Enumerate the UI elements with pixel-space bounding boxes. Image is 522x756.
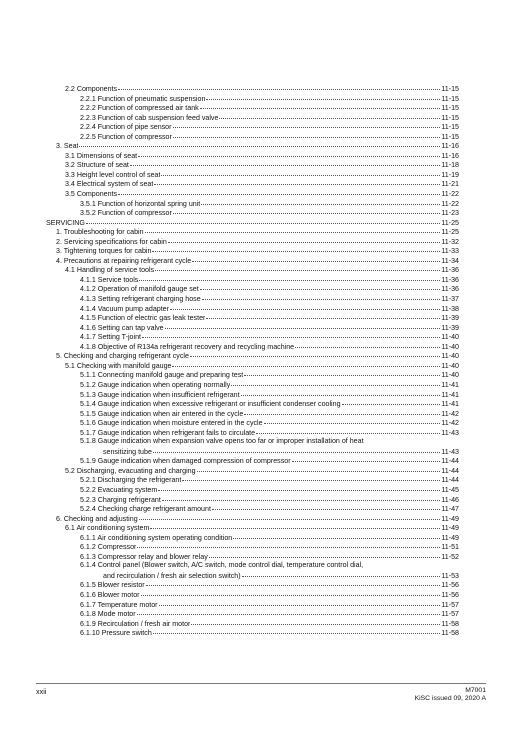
toc-entry (46, 523, 459, 533)
toc-leader-dots (165, 323, 441, 329)
toc-entry (46, 237, 459, 247)
toc-entry-title: 3.4 Electrical system of seat (65, 180, 154, 189)
toc-entry-title: 3. Tightening torques for cabin (56, 247, 152, 256)
toc-entry-title: 6.1.1 Air conditioning system operating condition (80, 533, 233, 542)
toc-entry-title: 4.1.2 Operation of manifold gauge set (80, 285, 199, 294)
toc-entry (46, 351, 459, 361)
toc-leader-dots (118, 84, 440, 90)
toc-entry-page: 11-21 (441, 180, 459, 189)
toc-leader-dots (152, 246, 440, 252)
toc-leader-dots (137, 609, 441, 615)
toc-entry (46, 151, 459, 161)
toc-entry (46, 275, 459, 285)
toc-leader-dots (242, 571, 441, 577)
toc-entry-page: 11-41 (441, 390, 459, 399)
toc-leader-dots (173, 122, 441, 128)
toc-entry-title: sensitizing tube (103, 447, 152, 456)
toc-entry-title: 2. Servicing specifications for cabin (56, 237, 167, 246)
toc-entry (46, 103, 459, 113)
toc-entry-title: 5.2.1 Discharging the refrigerant (80, 476, 182, 485)
toc-leader-dots (141, 590, 441, 596)
toc-entry-title: 4.1.7 Setting T-joint (80, 333, 141, 342)
toc-entry-page: 11-15 (441, 132, 459, 141)
toc-entry-title: 6.1.2 Compressor (80, 543, 137, 552)
toc-entry-page: 11-36 (441, 285, 459, 294)
toc-entry-page: 11-40 (441, 333, 459, 342)
toc-entry-title: 6.1.7 Temperature motor (80, 600, 158, 609)
toc-entry-page: 11-45 (441, 485, 459, 494)
toc-entry-title: 5.1.8 Gauge indication when expansion valve opens too far or improper installation of heat (80, 437, 364, 446)
toc-entry (46, 256, 459, 266)
footer-issue: KiSC issued 09, 2020 A (414, 695, 486, 702)
toc-entry (46, 265, 459, 275)
toc-entry-page: 11-51 (441, 543, 459, 552)
toc-leader-dots (162, 495, 441, 501)
toc-entry-page: 11-56 (441, 581, 459, 590)
toc-entry-page: 11-22 (441, 199, 459, 208)
toc-entry-title: 5.2 Discharging, evacuating and charging (65, 466, 196, 475)
toc-entry (46, 332, 459, 342)
toc-entry-title: 2.2.2 Function of compressed air tank (80, 104, 199, 113)
toc-entry-title: 5. Checking and charging refrigerant cycle (56, 352, 189, 361)
toc-entry (46, 466, 459, 476)
toc-entry (46, 189, 459, 199)
toc-entry (46, 409, 459, 419)
toc-leader-dots (292, 456, 441, 462)
toc-leader-dots (192, 256, 440, 262)
toc-entry (46, 179, 459, 189)
toc-entry (46, 208, 459, 218)
toc-leader-dots (206, 94, 440, 100)
footer-page-number: xxii (36, 687, 47, 696)
toc-leader-dots (241, 390, 441, 396)
toc-entry (46, 514, 459, 524)
toc-leader-dots (150, 523, 440, 529)
toc-entry-title: 2.2.4 Function of pipe sensor (80, 123, 172, 132)
toc-entry (46, 361, 459, 371)
toc-entry-title: and recirculation / fresh air selection switch) (103, 571, 241, 580)
toc-entry (46, 628, 459, 638)
toc-entry-page: 11-39 (441, 323, 459, 332)
toc-entry-page: 11-37 (441, 295, 459, 304)
toc-entry-title: 5.1.3 Gauge indication when insufficient refrigerant (80, 390, 240, 399)
toc-entry-page: 11-49 (441, 524, 459, 533)
toc-entry (46, 580, 459, 590)
toc-entry-page: 11-15 (441, 85, 459, 93)
toc-entry (46, 399, 459, 409)
toc-entry-title: 5.1.4 Gauge indication when excessive refrigerant or insufficient condenser cooling (80, 400, 341, 409)
toc-leader-dots (202, 294, 441, 300)
toc-leader-dots (79, 141, 440, 147)
toc-entry (46, 246, 459, 256)
toc-leader-dots (219, 113, 440, 119)
toc-leader-dots (244, 370, 440, 376)
toc-entry (46, 428, 459, 438)
toc-entry-title: 2.2.1 Function of pneumatic suspension (80, 94, 206, 103)
toc-entry-page: 11-41 (441, 400, 459, 409)
toc-entry-page: 11-19 (441, 170, 459, 179)
toc-leader-dots (118, 189, 440, 195)
toc-entry-title: SERVICING (46, 218, 85, 227)
toc-entry-title: 5.2.4 Checking charge refrigerant amount (80, 505, 211, 514)
toc-leader-dots (182, 475, 440, 481)
toc-entry-title: 4. Precautions at repairing refrigerant cycle (56, 256, 192, 265)
toc-entry-title: 2.2.3 Function of cab suspension feed valve (80, 113, 219, 122)
toc-leader-dots (256, 428, 440, 434)
toc-leader-dots (142, 332, 440, 338)
toc-entry-title: 5.1.6 Gauge indication when moisture entered in the cycle (80, 419, 263, 428)
toc-leader-dots (154, 179, 440, 185)
toc-entry-page: 11-43 (441, 428, 459, 437)
toc-entry-title: 5.1.9 Gauge indication when damaged compression of compressor (80, 457, 291, 466)
toc-leader-dots (244, 409, 440, 415)
toc-entry-title: 5.2.3 Charging refrigerant (80, 495, 161, 504)
toc-entry-title: 6.1.5 Blower resistor (80, 581, 145, 590)
toc-leader-dots (159, 600, 441, 606)
toc-entry (46, 447, 459, 457)
toc-entry-title: 6.1.4 Control panel (Blower switch, A/C switch, mode control dial, temperature control dial, (80, 561, 364, 570)
toc-leader-dots (201, 199, 440, 205)
toc-entry-title: 5.1.2 Gauge indication when operating normally (80, 380, 231, 389)
toc-entry-title: 4.1.3 Setting refrigerant charging hose (80, 295, 201, 304)
toc-leader-dots (191, 619, 440, 625)
toc-entry-title: 4.1.5 Function of electric gas leak tester (80, 314, 206, 323)
toc-leader-dots (209, 552, 441, 558)
footer-doc-info (415, 687, 486, 703)
toc-entry (46, 600, 459, 610)
toc-entry-page: 11-44 (441, 457, 459, 466)
toc-entry (46, 475, 459, 485)
toc-entry (46, 437, 459, 447)
toc-entry-page: 11-34 (441, 256, 459, 265)
toc-entry (46, 94, 459, 104)
toc-leader-dots (233, 533, 440, 539)
toc-entry-page: 11-16 (441, 142, 459, 151)
toc-entry (46, 304, 459, 314)
toc-entry-page: 11-49 (441, 514, 459, 523)
toc-leader-dots (173, 132, 441, 138)
toc-entry-page: 11-36 (441, 266, 459, 275)
toc-entry (46, 619, 459, 629)
toc-entry (46, 323, 459, 333)
toc-entry-title: 1. Troubleshooting for cabin (56, 228, 144, 237)
toc-entry-page: 11-44 (441, 466, 459, 475)
toc-entry (46, 542, 459, 552)
toc-entry-page: 11-15 (441, 104, 459, 113)
toc-entry-title: 4.1.1 Service tools (80, 275, 139, 284)
toc-entry (46, 590, 459, 600)
toc-leader-dots (231, 380, 440, 386)
toc-leader-dots (206, 313, 440, 319)
toc-entry (46, 609, 459, 619)
toc-entry-page: 11-32 (441, 237, 459, 246)
toc-entry-title: 4.1 Handling of service tools (65, 266, 155, 275)
toc-leader-dots (197, 466, 441, 472)
toc-entry-title: 2.2.5 Function of compressor (80, 132, 172, 141)
toc-entry (46, 533, 459, 543)
toc-entry-title: 5.1.1 Connecting manifold gauge and preparing test (80, 371, 244, 380)
toc-entry-title: 3.5.2 Function of compressor (80, 209, 172, 218)
toc-entry (46, 504, 459, 514)
toc-entry-page: 11-25 (441, 228, 459, 237)
footer-divider (36, 683, 486, 684)
table-of-contents (46, 84, 459, 638)
toc-entry (46, 294, 459, 304)
toc-entry-page: 11-15 (441, 94, 459, 103)
toc-entry-title: 3.1 Dimensions of seat (65, 151, 138, 160)
toc-leader-dots (139, 275, 440, 281)
toc-entry-title: 3.5 Components (65, 190, 118, 199)
toc-entry (46, 561, 459, 571)
footer-doc-code: M7001 (465, 687, 486, 694)
toc-entry-page: 11-42 (441, 409, 459, 418)
toc-leader-dots (200, 103, 441, 109)
toc-entry (46, 132, 459, 142)
toc-leader-dots (173, 208, 441, 214)
toc-leader-dots (139, 514, 441, 520)
toc-entry-page: 11-22 (441, 190, 459, 199)
toc-entry-title: 6.1.6 Blower motor (80, 590, 140, 599)
toc-entry (46, 227, 459, 237)
toc-entry (46, 113, 459, 123)
toc-leader-dots (212, 504, 440, 510)
toc-leader-dots (190, 351, 440, 357)
toc-entry-page: 11-57 (441, 610, 459, 619)
toc-leader-dots (158, 485, 440, 491)
toc-entry-title: 3.2 Structure of seat (65, 161, 129, 170)
toc-entry (46, 552, 459, 562)
toc-entry-title: 5.1.7 Gauge indication when refrigerant fails to circulate (80, 428, 256, 437)
toc-entry (46, 284, 459, 294)
toc-entry (46, 370, 459, 380)
toc-entry (46, 418, 459, 428)
toc-entry (46, 170, 459, 180)
toc-entry-page: 11-33 (441, 247, 459, 256)
toc-entry (46, 571, 459, 581)
toc-entry-title: 6.1.9 Recirculation / fresh air motor (80, 619, 191, 628)
toc-entry-page: 11-58 (441, 629, 459, 638)
toc-leader-dots (161, 170, 440, 176)
toc-entry-title: 2.2 Components (65, 85, 118, 93)
toc-leader-dots (172, 361, 440, 367)
toc-entry-page: 11-56 (441, 590, 459, 599)
toc-entry-title: 5.2.2 Evacuating system (80, 485, 158, 494)
toc-entry-title: 6.1 Air conditioning system (65, 524, 150, 533)
toc-entry-title: 6.1.3 Compressor relay and blower relay (80, 552, 208, 561)
toc-entry-page: 11-58 (441, 619, 459, 628)
toc-entry-page: 11-46 (441, 495, 459, 504)
toc-entry-page: 11-15 (441, 113, 459, 122)
toc-entry (46, 199, 459, 209)
toc-entry (46, 342, 459, 352)
toc-entry-page: 11-52 (441, 552, 459, 561)
toc-leader-dots (200, 284, 441, 290)
toc-entry-page: 11-40 (441, 352, 459, 361)
toc-entry-title: 3. Seat (56, 142, 79, 151)
toc-leader-dots (153, 628, 441, 634)
toc-entry-page: 11-44 (441, 476, 459, 485)
toc-entry (46, 456, 459, 466)
toc-entry (46, 485, 459, 495)
toc-entry-page: 11-43 (441, 447, 459, 456)
toc-leader-dots (145, 227, 441, 233)
toc-entry-title: 3.3 Height level control of seat (65, 170, 161, 179)
toc-leader-dots (146, 580, 441, 586)
toc-entry-title: 6. Checking and adjusting (56, 514, 138, 523)
toc-leader-dots (342, 399, 441, 405)
toc-leader-dots (153, 447, 440, 453)
toc-entry-page: 11-18 (441, 161, 459, 170)
toc-entry-title: 4.1.8 Objective of R134a refrigerant recovery and recycling machine (80, 342, 295, 351)
toc-entry (46, 495, 459, 505)
toc-entry-page: 11-15 (441, 123, 459, 132)
toc-leader-dots (264, 418, 441, 424)
toc-entry-page: 11-36 (441, 275, 459, 284)
toc-entry-page: 11-47 (441, 505, 459, 514)
toc-entry (46, 122, 459, 132)
toc-entry-page: 11-40 (441, 361, 459, 370)
toc-entry-title: 6.1.10 Pressure switch (80, 629, 152, 638)
toc-entry-title: 5.1 Checking with manifold gauge (65, 361, 172, 370)
toc-entry-page: 11-42 (441, 419, 459, 428)
toc-leader-dots (86, 218, 440, 224)
toc-entry (46, 218, 459, 228)
toc-entry-page: 11-39 (441, 314, 459, 323)
toc-entry-page: 11-25 (441, 218, 459, 227)
toc-leader-dots (168, 237, 441, 243)
toc-leader-dots (155, 265, 440, 271)
toc-leader-dots (170, 304, 440, 310)
toc-entry-page: 11-40 (441, 342, 459, 351)
toc-entry-title: 6.1.8 Mode motor (80, 610, 136, 619)
toc-entry-page: 11-57 (441, 600, 459, 609)
toc-entry-title: 3.5.1 Function of horizontal spring unit (80, 199, 201, 208)
toc-entry-title: 5.1.5 Gauge indication when air entered in the cycle (80, 409, 244, 418)
toc-entry (46, 380, 459, 390)
toc-leader-dots (138, 151, 440, 157)
toc-entry (46, 141, 459, 151)
toc-entry-page: 11-40 (441, 371, 459, 380)
toc-entry-title: 4.1.6 Setting can tap valve (80, 323, 164, 332)
toc-entry-page: 11-49 (441, 533, 459, 542)
toc-entry-title: 4.1.4 Vacuum pump adapter (80, 304, 169, 313)
toc-entry-page: 11-41 (441, 380, 459, 389)
toc-entry (46, 313, 459, 323)
toc-entry-page: 11-38 (441, 304, 459, 313)
toc-entry (46, 160, 459, 170)
toc-entry-page: 11-16 (441, 151, 459, 160)
toc-entry (46, 390, 459, 400)
toc-entry (46, 84, 459, 94)
toc-leader-dots (295, 342, 440, 348)
toc-leader-dots (130, 160, 440, 166)
toc-leader-dots (137, 542, 440, 548)
toc-entry-page: 11-23 (441, 209, 459, 218)
toc-entry-page: 11-53 (441, 571, 459, 580)
